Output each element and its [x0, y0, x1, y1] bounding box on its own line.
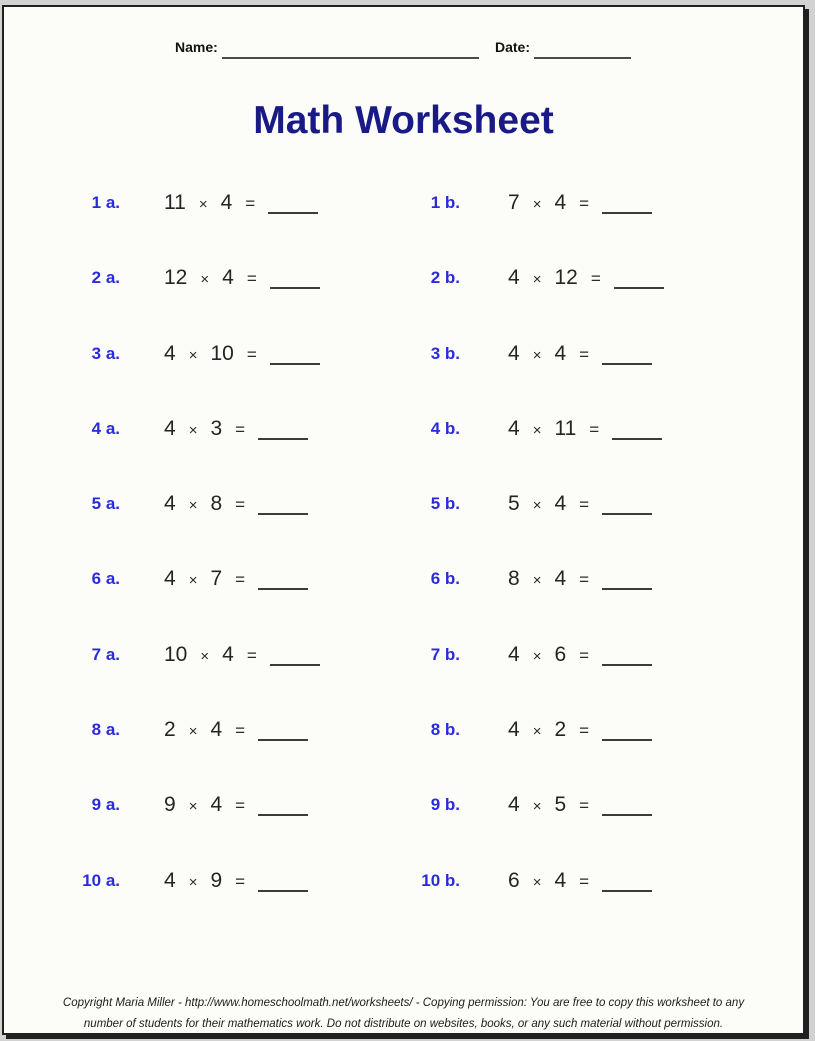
problem-number-label-a: 6 a. — [91, 569, 120, 589]
equals-sign: = — [246, 269, 257, 289]
operand-right: 7 — [210, 567, 223, 591]
multiply-sign: × — [188, 346, 198, 364]
answer-blank[interactable] — [258, 426, 308, 440]
equals-sign: = — [579, 344, 590, 364]
operand-left: 4 — [164, 567, 176, 591]
problem-row — [4, 869, 803, 944]
multiply-sign: × — [532, 873, 542, 891]
operand-left: 9 — [164, 793, 176, 817]
answer-blank[interactable] — [258, 802, 308, 816]
operand-right: 2 — [554, 718, 567, 742]
multiply-sign: × — [188, 798, 198, 816]
operand-right: 4 — [222, 266, 234, 290]
problem-b — [508, 191, 652, 217]
worksheet-page — [2, 5, 805, 1035]
operand-left: 6 — [508, 868, 520, 892]
operand-left: 4 — [508, 266, 520, 290]
multiply-sign: × — [200, 271, 210, 289]
problem-number-label-a: 10 a. — [82, 870, 120, 890]
equals-sign: = — [235, 721, 246, 741]
operand-right: 4 — [220, 191, 233, 214]
answer-blank[interactable] — [258, 727, 308, 741]
problem-number-label-b: 4 b. — [430, 418, 460, 438]
equals-sign: = — [579, 194, 590, 213]
operand-left: 4 — [508, 416, 520, 440]
operand-left: 8 — [508, 567, 520, 591]
answer-blank[interactable] — [270, 275, 320, 289]
problem-number-label-b: 10 b. — [421, 870, 460, 890]
problem-b — [508, 266, 664, 292]
problem-number-label-b: 6 b. — [430, 569, 460, 589]
date-blank-line[interactable] — [534, 37, 631, 59]
operand-right: 4 — [554, 191, 567, 214]
answer-blank[interactable] — [602, 652, 652, 666]
equals-sign: = — [235, 871, 246, 891]
equals-sign: = — [590, 269, 601, 289]
equals-sign: = — [579, 495, 590, 515]
operand-right: 12 — [554, 266, 578, 290]
problem-number-label-b: 9 b. — [430, 795, 460, 815]
problem-a — [164, 567, 308, 593]
problem-a — [164, 417, 308, 443]
problem-row — [4, 342, 803, 417]
answer-blank[interactable] — [612, 426, 662, 440]
answer-blank[interactable] — [602, 351, 652, 365]
operand-right: 5 — [554, 793, 567, 817]
operand-left: 12 — [164, 266, 188, 290]
multiply-sign: × — [532, 497, 542, 515]
name-blank-line[interactable] — [222, 37, 479, 59]
operand-left: 5 — [508, 492, 520, 516]
operand-right: 11 — [554, 416, 577, 440]
problems-grid — [4, 191, 803, 944]
operand-left: 4 — [164, 341, 176, 365]
answer-blank[interactable] — [602, 501, 652, 515]
operand-left: 4 — [508, 642, 520, 666]
equals-sign: = — [245, 194, 256, 213]
problem-number-label-a: 3 a. — [91, 343, 120, 363]
operand-right: 4 — [222, 642, 234, 666]
problem-number-label-b: 8 b. — [430, 720, 460, 740]
worksheet-title: Math Worksheet — [253, 99, 554, 142]
copyright-line-1: Copyright Maria Miller - http://www.homeschoolmath.net/worksheets/ - Copying permission: You are free to copy this worksheet to any — [62, 997, 745, 1009]
multiply-sign: × — [188, 873, 198, 891]
operand-right: 4 — [554, 567, 567, 591]
problem-row — [4, 567, 803, 642]
problem-b — [508, 869, 652, 895]
problem-row — [4, 643, 803, 718]
operand-left: 4 — [164, 492, 176, 516]
operand-left: 11 — [164, 191, 186, 214]
equals-sign: = — [579, 721, 590, 741]
problem-b — [508, 643, 652, 669]
date-label: Date: — [495, 39, 531, 55]
answer-blank[interactable] — [270, 652, 320, 666]
problem-number-label-b: 5 b. — [430, 494, 460, 514]
equals-sign: = — [246, 344, 257, 364]
multiply-sign: × — [532, 723, 542, 741]
multiply-sign: × — [188, 497, 198, 515]
equals-sign: = — [579, 796, 590, 816]
operand-left: 4 — [508, 341, 520, 365]
operand-left: 2 — [164, 718, 176, 742]
operand-right: 9 — [210, 868, 223, 892]
problem-number-label-b: 1 b. — [430, 193, 460, 212]
problem-number-label-a: 5 a. — [91, 494, 120, 514]
operand-right: 4 — [554, 492, 567, 516]
operand-right: 4 — [210, 718, 223, 742]
answer-blank[interactable] — [270, 351, 320, 365]
operand-left: 4 — [508, 793, 520, 817]
multiply-sign: × — [532, 346, 542, 364]
problem-a — [164, 793, 308, 819]
equals-sign: = — [235, 570, 246, 590]
problem-number-label-a: 9 a. — [91, 795, 120, 815]
equals-sign: = — [235, 495, 246, 515]
operand-left: 4 — [164, 868, 176, 892]
equals-sign: = — [589, 419, 600, 439]
answer-blank[interactable] — [268, 200, 318, 214]
answer-blank[interactable] — [258, 878, 308, 892]
problem-row — [4, 793, 803, 868]
multiply-sign: × — [198, 196, 208, 213]
answer-blank[interactable] — [602, 200, 652, 214]
equals-sign: = — [246, 645, 257, 665]
problem-row — [4, 417, 803, 492]
operand-right: 8 — [210, 492, 223, 516]
answer-blank[interactable] — [602, 576, 652, 590]
equals-sign: = — [579, 645, 590, 665]
multiply-sign: × — [532, 572, 542, 590]
problem-a — [164, 492, 308, 518]
multiply-sign: × — [188, 421, 198, 439]
operand-left: 7 — [508, 191, 520, 214]
problem-b — [508, 793, 652, 819]
problem-number-label-a: 7 a. — [91, 644, 120, 664]
problem-number-label-a: 4 a. — [91, 418, 120, 438]
answer-blank[interactable] — [258, 501, 308, 515]
multiply-sign: × — [532, 647, 542, 665]
multiply-sign: × — [188, 572, 198, 590]
operand-right: 4 — [554, 868, 567, 892]
operand-left: 4 — [508, 718, 520, 742]
problem-a — [164, 342, 320, 368]
equals-sign: = — [235, 796, 246, 816]
problem-a — [164, 191, 318, 217]
name-date-header — [4, 37, 803, 61]
problem-b — [508, 492, 652, 518]
multiply-sign: × — [200, 647, 210, 665]
problem-a — [164, 718, 308, 744]
problem-b — [508, 718, 652, 744]
problem-number-label-b: 2 b. — [430, 268, 460, 288]
problem-b — [508, 567, 652, 593]
equals-sign: = — [579, 570, 590, 590]
problem-b — [508, 342, 652, 368]
answer-blank[interactable] — [614, 275, 664, 289]
problem-a — [164, 869, 308, 895]
problem-number-label-b: 7 b. — [430, 644, 460, 664]
answer-blank[interactable] — [602, 727, 652, 741]
problem-row — [4, 191, 803, 266]
multiply-sign: × — [532, 798, 542, 816]
operand-left: 4 — [164, 416, 176, 440]
operand-right: 6 — [554, 642, 567, 666]
answer-blank[interactable] — [258, 576, 308, 590]
equals-sign: = — [235, 419, 246, 439]
operand-right: 4 — [554, 341, 567, 365]
problem-b — [508, 417, 662, 443]
multiply-sign: × — [532, 421, 542, 439]
multiply-sign: × — [188, 723, 198, 741]
operand-right: 3 — [210, 416, 223, 440]
operand-left: 10 — [164, 642, 188, 666]
problem-number-label-a: 2 a. — [91, 268, 120, 288]
problem-row — [4, 718, 803, 793]
problem-a — [164, 643, 320, 669]
problem-a — [164, 266, 320, 292]
copyright-footer — [4, 993, 803, 1035]
problem-number-label-b: 3 b. — [430, 343, 460, 363]
operand-right: 10 — [210, 341, 234, 365]
problem-number-label-a: 8 a. — [91, 720, 120, 740]
multiply-sign: × — [532, 196, 542, 213]
problem-row — [4, 492, 803, 567]
copyright-line-2: number of students for their mathematics work. Do not distribute on websites, books, or any such material without permission. — [83, 1018, 724, 1030]
name-label: Name: — [175, 39, 218, 55]
equals-sign: = — [579, 871, 590, 891]
operand-right: 4 — [210, 793, 223, 817]
problem-number-label-a: 1 a. — [91, 193, 120, 212]
answer-blank[interactable] — [602, 802, 652, 816]
multiply-sign: × — [532, 271, 542, 289]
answer-blank[interactable] — [602, 878, 652, 892]
problem-row — [4, 266, 803, 341]
